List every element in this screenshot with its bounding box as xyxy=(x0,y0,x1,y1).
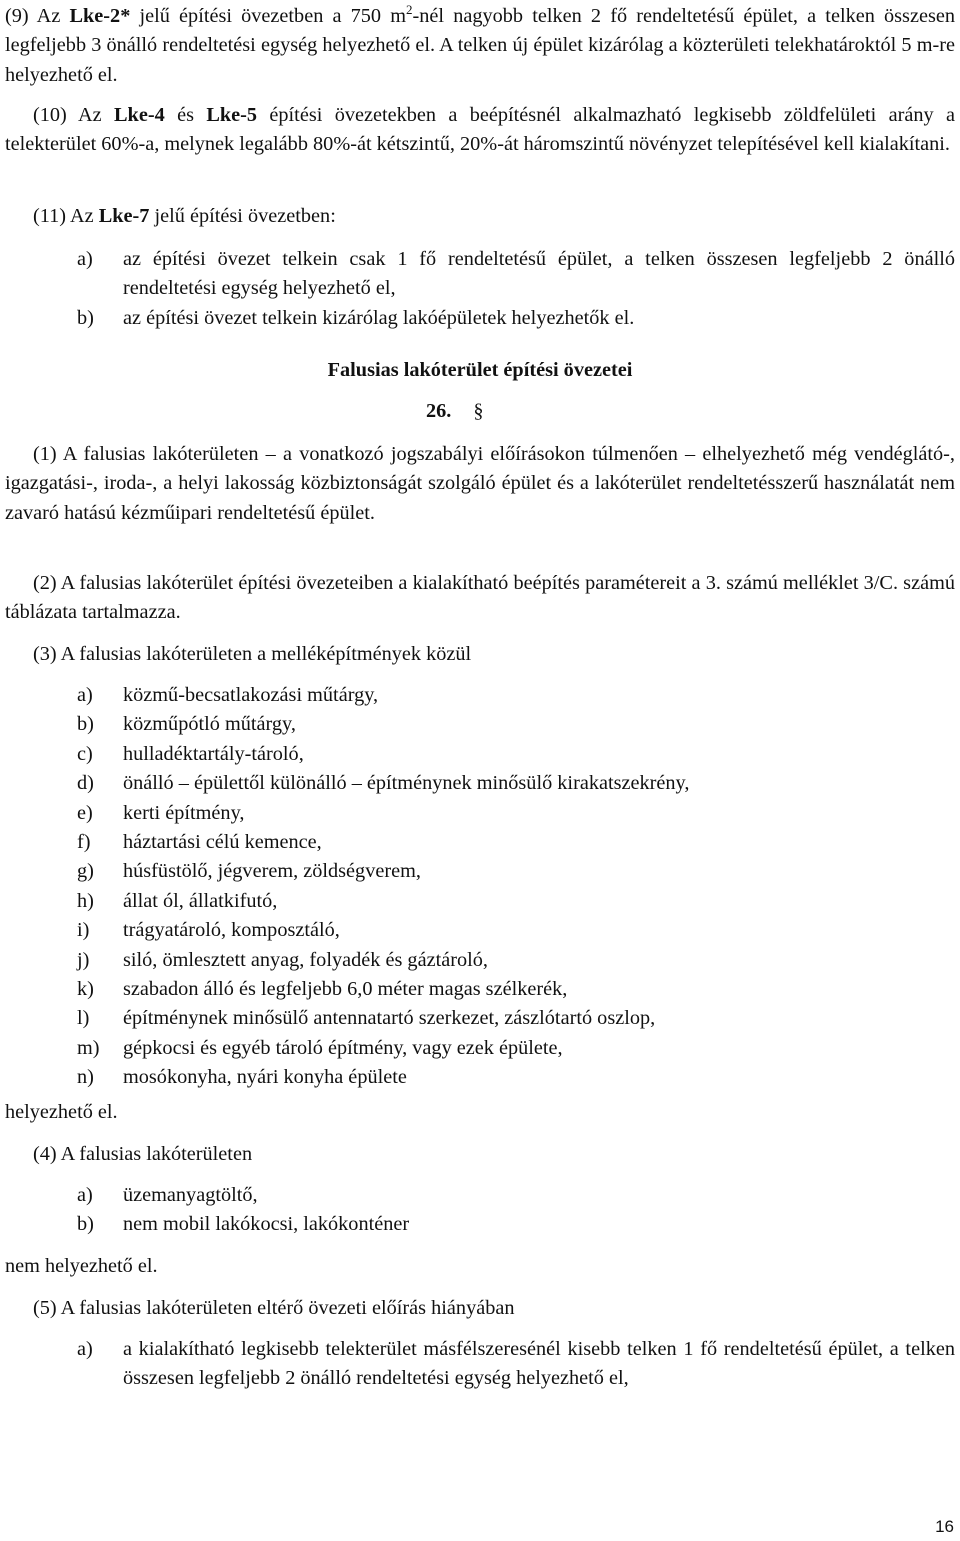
section-paragraph-3-intro: (3) A falusias lakóterületen a melléképítmények közül xyxy=(33,643,472,665)
list-item xyxy=(0,710,960,739)
list-label: a) xyxy=(77,1184,93,1206)
list-label: f) xyxy=(77,831,91,854)
list-label: i) xyxy=(77,919,90,942)
list-text: trágyatároló, komposztáló, xyxy=(123,919,340,942)
section-paragraph-5-list xyxy=(0,1335,960,1394)
section-number xyxy=(426,397,484,426)
list-item xyxy=(0,769,960,798)
list-label: b) xyxy=(77,1213,94,1236)
list-text: közmű-becsatlakozási műtárgy, xyxy=(123,684,379,706)
list-text: szabadon álló és legfeljebb 6,0 méter magas szélkerék, xyxy=(123,978,568,1001)
paragraph-text: (10) Az xyxy=(33,104,115,126)
list-label: d) xyxy=(77,772,94,795)
list-item xyxy=(0,245,960,304)
list-item xyxy=(0,1004,960,1033)
section-paragraph-5-intro: (5) A falusias lakóterületen eltérő övezeti előírás hiányában xyxy=(33,1297,515,1319)
list-item xyxy=(0,857,960,886)
list-item xyxy=(0,799,960,828)
list-label: j) xyxy=(77,948,90,971)
paragraph-9 xyxy=(5,2,955,90)
paragraph-text: építési övezetekben a beépítésnél alkalmazható legkisebb zöldfelületi arány a telekterület 60%-a, melynek legalább 80%-át kétszintű, 20%-át háromszintű növényzet telepítésével kell kialakítani. xyxy=(5,104,955,156)
list-label: a) xyxy=(77,684,93,706)
section-symbol: § xyxy=(473,400,484,422)
list-label: k) xyxy=(77,978,94,1001)
list-item xyxy=(0,975,960,1004)
list-label: n) xyxy=(77,1066,94,1089)
list-item xyxy=(0,1181,960,1210)
section-paragraph-4-list xyxy=(0,1181,960,1240)
list-item xyxy=(0,828,960,857)
list-item xyxy=(0,887,960,916)
list-label: b) xyxy=(77,306,94,329)
paragraph-text: -nél nagyobb telken 2 fő rendeltetésű épület, a telken összesen legfeljebb 3 önálló rendeltetési egység helyezhető el. A telken új épület kizárólag a közterületi telekhatároktól 5 m-re helyezhető el. xyxy=(5,5,955,86)
superscript: 2 xyxy=(406,2,413,17)
list-label: m) xyxy=(77,1036,100,1059)
paragraph-text: jelű építési övezetben: xyxy=(149,205,336,227)
section-number-text: 26. xyxy=(426,400,452,422)
list-item xyxy=(0,1210,960,1239)
list-label: a) xyxy=(77,1338,93,1360)
list-text: az építési övezet telkein csak 1 fő rendeltetésű épület, a telken összesen legfeljebb 2 önálló rendeltetési egység helyezhető el, xyxy=(123,248,955,300)
zone-code: Lke-2* xyxy=(69,5,131,27)
paragraph-10 xyxy=(5,101,955,160)
section-paragraph-3-tail: helyezhető el. xyxy=(5,1101,118,1123)
list-text: állat ól, állatkifutó, xyxy=(123,889,278,912)
list-text: kerti építmény, xyxy=(123,801,245,824)
list-item xyxy=(0,681,960,710)
list-label: l) xyxy=(77,1007,90,1030)
section-paragraph-4-intro: (4) A falusias lakóterületen xyxy=(33,1143,253,1165)
list-text: gépkocsi és egyéb tároló építmény, vagy ezek épülete, xyxy=(123,1036,563,1059)
list-item xyxy=(0,1335,960,1394)
list-item xyxy=(0,1063,960,1092)
list-text: mosókonyha, nyári konyha épülete xyxy=(123,1066,407,1089)
zone-code: Lke-7 xyxy=(98,205,150,227)
section-paragraph-4-tail: nem helyezhető el. xyxy=(5,1255,158,1277)
zone-code: Lke-5 xyxy=(206,104,258,126)
list-text: üzemanyagtöltő, xyxy=(123,1184,258,1206)
list-label: c) xyxy=(77,742,93,765)
list-item xyxy=(0,946,960,975)
list-text: építménynek minősülő antennatartó szerkezet, zászlótartó oszlop, xyxy=(123,1007,656,1030)
list-text: hulladéktartály-tároló, xyxy=(123,742,304,765)
list-text: a kialakítható legkisebb telekterület másfélszeresénél kisebb telken 1 fő rendeltetésű épület, a telken összesen legfeljebb 2 önálló rendeltetési egység helyezhető el, xyxy=(123,1338,955,1390)
section-heading: Falusias lakóterület építési övezetei xyxy=(327,359,633,381)
paragraph-11-intro xyxy=(33,202,336,231)
list-label: g) xyxy=(77,860,94,883)
list-label: h) xyxy=(77,889,94,912)
list-label: b) xyxy=(77,713,94,736)
list-text: háztartási célú kemence, xyxy=(123,831,322,854)
paragraph-text: és xyxy=(164,104,207,126)
page-number: 16 xyxy=(935,1517,954,1536)
zone-code: Lke-4 xyxy=(114,104,165,126)
list-text: közműpótló műtárgy, xyxy=(123,713,296,736)
paragraph-text: jelű építési övezetben a 750 m xyxy=(130,5,407,27)
section-paragraph-2: (2) A falusias lakóterület építési övezeteiben a kialakítható beépítés paramétereit a 3. számú melléklet 3/C. számú táblázata tartalmazza. xyxy=(5,572,955,624)
list-item xyxy=(0,740,960,769)
section-paragraph-1: (1) A falusias lakóterületen – a vonatkozó jogszabályi előírásokon túlmenően – elhelyezhető még vendéglátó-, igazgatási-, iroda-, a helyi lakosság közbiztonságát szolgáló épület és a lakóterület rendeltetésszerű használatát nem zavaró hatású kézműipari rendeltetésű épület. xyxy=(5,443,955,524)
list-item xyxy=(0,1034,960,1063)
list-text: húsfüstölő, jégverem, zöldségverem, xyxy=(123,860,421,883)
list-text: nem mobil lakókocsi, lakókonténer xyxy=(123,1213,410,1236)
paragraph-text: (11) Az xyxy=(33,205,99,227)
list-item xyxy=(0,304,960,333)
list-text: siló, ömlesztett anyag, folyadék és gáztároló, xyxy=(123,948,488,971)
section-paragraph-3-list xyxy=(0,681,960,1093)
list-label: e) xyxy=(77,801,93,824)
paragraph-text: (9) Az xyxy=(5,5,70,27)
list-text: önálló – épülettől különálló – építménynek minősülő kirakatszekrény, xyxy=(123,772,690,795)
list-item xyxy=(0,916,960,945)
list-label: a) xyxy=(77,248,93,270)
paragraph-11-list xyxy=(0,245,960,333)
list-text: az építési övezet telkein kizárólag lakóépületek helyezhetők el. xyxy=(123,306,635,329)
